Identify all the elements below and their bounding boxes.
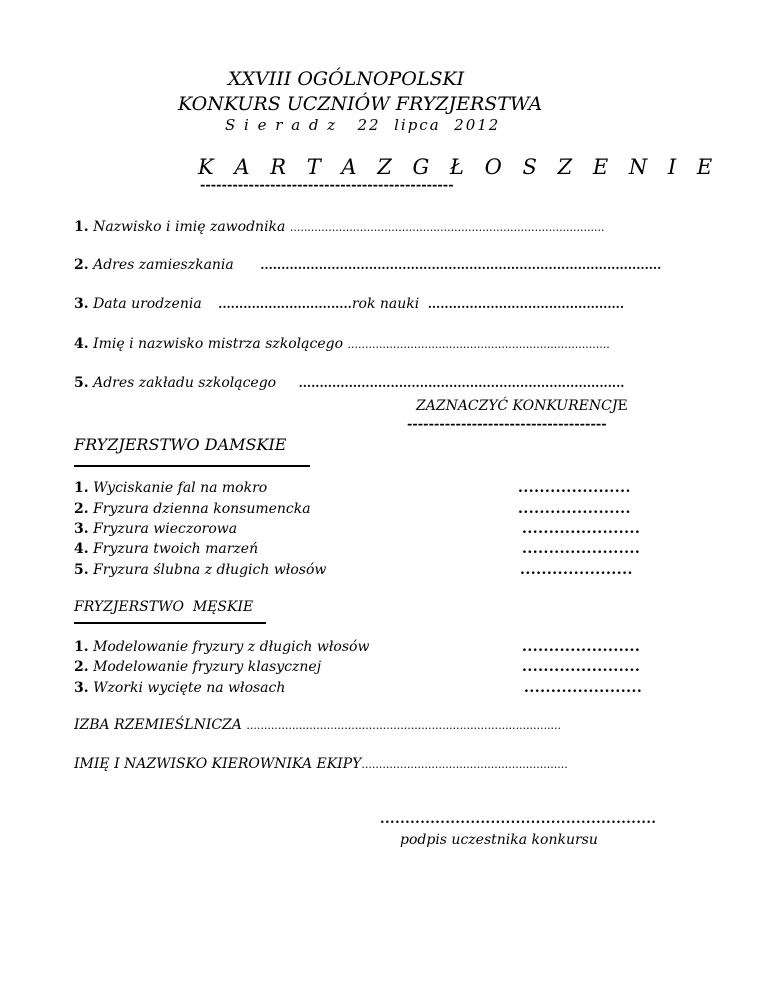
field-label: Data urodzenia (93, 296, 202, 312)
field-label: Imię i nazwisko mistrza szkolącego (93, 336, 344, 352)
field-dots[interactable]: .......................................................................................... (289, 221, 605, 234)
item-number: 2. (74, 501, 89, 517)
item-dots[interactable]: ...................... (522, 521, 641, 537)
header-line-2: KONKURS UCZNIÓW FRYZJERSTWA (178, 93, 543, 115)
list-item (74, 480, 267, 496)
field-label-year: rok nauki (351, 296, 420, 312)
item-number: 4. (74, 541, 89, 557)
header-place-date: S i e r a d z 22 lipca 2012 (225, 116, 501, 134)
item-number: 2. (74, 659, 89, 675)
list-item (74, 680, 285, 696)
item-label: Modelowanie fryzury klasycznej (93, 659, 322, 675)
item-dots[interactable]: ..................... (518, 480, 631, 496)
field-dots[interactable]: .............................................................................. (298, 376, 625, 390)
item-dots[interactable]: ...................... (522, 659, 641, 675)
section-title-women: FRYZJERSTWO DAMSKIE (74, 435, 287, 454)
item-label: Fryzura ślubna z długich włosów (93, 562, 327, 578)
list-item (74, 541, 258, 557)
form-title: K A R T A Z G Ł O S Z E N I E (198, 155, 720, 179)
field-dots[interactable]: ................................................................................................ (260, 258, 662, 272)
field-address (74, 257, 661, 273)
item-number: 5. (74, 562, 89, 578)
field-number: 5. (74, 375, 89, 391)
field-master (74, 336, 610, 352)
field-team-leader (74, 756, 568, 772)
item-dots[interactable]: ...................... (522, 541, 641, 557)
field-birthdate (74, 296, 624, 312)
item-number: 1. (74, 639, 89, 655)
mark-competition-note (416, 398, 628, 414)
item-number: 1. (74, 480, 89, 496)
field-dots-year[interactable]: ............................................... (427, 297, 625, 311)
item-label: Wzorki wycięte na włosach (93, 680, 286, 696)
item-label: Modelowanie fryzury z długich włosów (93, 639, 370, 655)
section-rule-men (74, 622, 266, 624)
field-workshop (74, 375, 624, 391)
item-number: 3. (74, 680, 89, 696)
field-label: Nazwisko i imię zawodnika (93, 219, 286, 235)
item-dots[interactable]: ..................... (520, 562, 633, 578)
field-number: 2. (74, 257, 89, 273)
field-dots[interactable]: ........................................................................... (347, 338, 610, 351)
list-item (74, 501, 311, 517)
mark-note-last-letter: E (617, 398, 628, 414)
field-dots[interactable]: ................................ (218, 297, 352, 311)
item-label: Fryzura dzienna konsumencka (93, 501, 311, 517)
field-number: 4. (74, 336, 89, 352)
field-number: 3. (74, 296, 89, 312)
field-dots[interactable]: .......................................................................................... (246, 719, 562, 732)
signature-line[interactable]: ....................................................... (380, 812, 657, 827)
field-dots[interactable]: ........................................................... (361, 758, 568, 771)
signature-label: podpis uczestnika konkursu (400, 832, 598, 848)
mark-note-text: ZAZNACZYĆ KONKURENCJ (416, 398, 618, 414)
section-rule-women (74, 465, 310, 467)
item-dots[interactable]: ...................... (522, 639, 641, 655)
section-title-men: FRYZJERSTWO MĘSKIE (74, 599, 254, 615)
field-label: IZBA RZEMIEŚLNICZA (74, 717, 242, 733)
list-item (74, 639, 369, 655)
item-label: Fryzura twoich marzeń (93, 541, 259, 557)
header-line-1: XXVIII OGÓLNOPOLSKI (228, 68, 465, 90)
item-dots[interactable]: ..................... (518, 501, 631, 517)
field-label: Adres zakładu szkolącego (93, 375, 277, 391)
item-label: Wyciskanie fal na mokro (93, 480, 268, 496)
item-label: Fryzura wieczorowa (93, 521, 238, 537)
list-item (74, 659, 321, 675)
list-item (74, 562, 326, 578)
form-title-rule: ----------------------------------------------- (200, 178, 454, 193)
field-chamber (74, 717, 561, 733)
mark-note-rule: ------------------------------------- (407, 417, 607, 432)
field-label: Adres zamieszkania (93, 257, 234, 273)
field-name (74, 219, 605, 235)
item-number: 3. (74, 521, 89, 537)
field-number: 1. (74, 219, 89, 235)
list-item (74, 521, 237, 537)
field-label: IMIĘ I NAZWISKO KIEROWNIKA EKIPY (74, 756, 362, 772)
item-dots[interactable]: ...................... (524, 680, 643, 696)
